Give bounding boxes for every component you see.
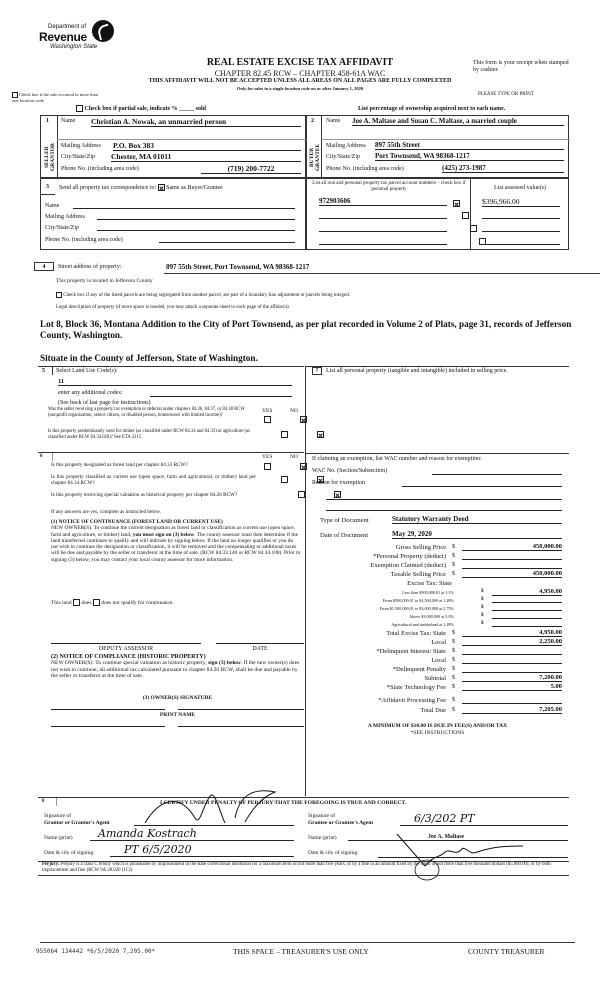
exemption-deduct-label: Exemption Claimed (deduct) xyxy=(370,562,446,569)
perjury-label: Perjury: xyxy=(42,862,60,867)
delinq-penalty-label: *Delinquent Penalty xyxy=(392,666,446,673)
buyer-phone-field[interactable]: (425) 273-1987 xyxy=(442,164,564,173)
correspondence-label xyxy=(59,184,223,191)
partial-sale-row xyxy=(76,105,206,112)
form-title: REAL ESTATE EXCISE TAX AFFIDAVIT xyxy=(206,57,394,68)
this-land-label: This land xyxy=(51,599,72,606)
corr-mailing-label: Mailing Address xyxy=(45,214,85,220)
currency-sign: $ xyxy=(452,684,455,690)
instructions-note: (See back of last page for instructions) xyxy=(58,400,151,406)
bracket-4-label: Above $3,000,000 at 3.0% xyxy=(409,614,454,619)
delinq-penalty-field[interactable] xyxy=(462,665,562,673)
perjury-text: Perjury is a class C felony which is punishable by imprisonment in the state correctional institution for a maximum term of not more than five years, or by a fine in an amount fixed by the court of not more than five thousand dollars ($5,000.00), or by both imprisonment and fine (RCW 9A.20.020 (1C)). xyxy=(42,862,551,873)
bracket-3-label: From $1,500,000.01 to $3,000,000 at 2.75% xyxy=(379,606,454,611)
multi-location-label: Check box if the sale occurred in more than one location code. xyxy=(12,92,98,103)
bracket-4-field[interactable] xyxy=(492,612,562,619)
notice2-text-b: . If the new owner(s) does not wish to continue, all additional tax calculated pursuant to chapter 84.26 RCW, shall be due and payable by the seller or transferor at the time of sale. xyxy=(51,660,300,679)
parcel-number-2[interactable] xyxy=(319,210,447,219)
dor-logo xyxy=(36,20,106,54)
if-yes-note: If any answers are yes, complete as instructed below. xyxy=(51,509,162,515)
street-address-label: Street address of property: xyxy=(58,264,122,270)
subtotal-field[interactable]: 7,200.00 xyxy=(462,674,562,682)
local-field[interactable]: 2,250.00 xyxy=(462,638,562,646)
currency-sign: $ xyxy=(452,707,455,713)
total-state-field[interactable]: 4,950.00 xyxy=(462,629,562,637)
grantee-date-label: Date & city of signing: xyxy=(308,850,359,856)
seller-section xyxy=(40,115,306,178)
parcel-value-3[interactable] xyxy=(482,223,560,232)
notice-continuance xyxy=(51,519,301,563)
does-label: does xyxy=(81,599,92,606)
multi-location-checkbox[interactable] xyxy=(12,92,18,98)
reason-field-2[interactable] xyxy=(326,492,562,500)
grantee-signature-field[interactable]: 6/3/202 PT xyxy=(400,812,568,826)
notice2-text-a: NEW OWNER(S): To continue special valuation as historic property, xyxy=(51,660,207,667)
partial-sale-checkbox[interactable] xyxy=(76,105,83,112)
taxable-field[interactable]: 450,000.00 xyxy=(462,570,562,578)
currency-sign: $ xyxy=(452,630,455,636)
seller-city-field[interactable]: Chester, MA 01011 xyxy=(111,152,301,162)
partial-sale-label: Check box if partial sale, indicate % _____ sold xyxy=(84,105,207,112)
seller-city-label: City/State/Zip xyxy=(61,154,95,160)
currency-sign: $ xyxy=(452,562,455,568)
affidavit-fee-label: *Affidavit Processing Fee xyxy=(378,697,446,704)
parcel-personal-checkbox-1[interactable] xyxy=(453,200,460,207)
forest-yes-checkbox[interactable] xyxy=(264,463,271,470)
seller-mailing-label: Mailing Address xyxy=(61,143,101,149)
reason-field[interactable] xyxy=(402,479,562,487)
additional-codes-label: enter any additional codes: xyxy=(58,390,123,396)
grantor-signature-scribble-icon xyxy=(140,788,290,828)
print-name-label: PRINT NAME xyxy=(159,712,196,718)
legal-description: Lot 8, Block 36, Montana Addition to the City of Port Townsend, as per plat recorded in Volume 2 of Plats, page 31, records of Jefferson County, Washington. xyxy=(40,319,572,340)
print-name-field-2[interactable] xyxy=(178,721,304,727)
seller-side-label: SELLER GRANTOR xyxy=(44,143,56,172)
reason-field-3[interactable] xyxy=(326,503,562,511)
segregated-row xyxy=(56,292,350,298)
certify-statement: I CERTIFY UNDER PENALTY OF PERJURY THAT THE FOREGOING IS TRUE AND CORRECT. xyxy=(160,800,407,806)
currency-sign: $ xyxy=(452,648,455,654)
segregated-label: Check box if any of the listed parcels are being segregated from another parcel, are part of a boundary line adjustment or parcels being merged. xyxy=(63,293,350,299)
currency-sign: $ xyxy=(452,657,455,663)
gross-field[interactable]: 450,000.00 xyxy=(462,543,562,551)
forest-land-question: Is this property designated as forest land per chapter 84.33 RCW? xyxy=(51,462,188,468)
delinq-int-local-field[interactable] xyxy=(462,656,562,664)
buyer-phone-label: Phone No. (including area code) xyxy=(326,166,404,172)
section-number: 4 xyxy=(34,262,54,271)
currency-sign: $ xyxy=(452,666,455,672)
buyer-mailing-label: Mailing Address xyxy=(326,143,366,149)
grantor-sig-label xyxy=(44,813,110,826)
currency-sign: $ xyxy=(452,553,455,559)
correspondence-section xyxy=(40,178,306,250)
section-7 xyxy=(306,366,569,796)
correspondence-text: Send all property tax correspondence to: xyxy=(59,184,157,191)
grantee-sig-label-a: Signature of xyxy=(308,813,336,819)
grantee-sig-label-b: Grantee or Grantee's Agent xyxy=(308,819,374,826)
tech-fee-field[interactable]: 5.00 xyxy=(462,683,562,691)
no-header: NO xyxy=(290,408,298,414)
corr-city-label: City/State/Zip xyxy=(45,225,79,231)
grantor-date-field[interactable]: PT 6/5/2020 xyxy=(110,843,294,857)
form-subtitle: CHAPTER 82.45 RCW – CHAPTER 458-61A WAC xyxy=(214,69,386,78)
doc-type-label: Type of Document xyxy=(320,517,369,524)
grantor-sig-label-b: Grantor or Grantor's Agent xyxy=(44,819,110,826)
current-use-question: Is this property classified as current use (open space, farm and agricultural, or timber) land per chapter 84.34 RCW? xyxy=(51,474,256,486)
currency-sign: $ xyxy=(481,613,484,618)
logo-revenue-text: Revenue xyxy=(39,30,87,44)
notice1-text-b: . The county assessor must then determine if the land transferred continues to qualify and will indicate by signing below. If the land no longer qualifies or you do not wish to continue the designation or classification, it will be removed and the compensating or additional taxes will be due and payable by the seller or transferor at the time of sale. (RCW 84.33.140 or RCW 84.34.108). Prior to signing (3) below, you may contact your local county assessor for more information. xyxy=(51,531,301,563)
currency-sign: $ xyxy=(481,621,484,626)
no-header: NO xyxy=(290,454,298,460)
parcel-number-4[interactable] xyxy=(319,236,447,245)
parcel-value-1[interactable]: $396,966.00 xyxy=(482,197,560,207)
gross-label: Gross Selling Price xyxy=(395,544,446,551)
section-number: 5 xyxy=(42,368,45,374)
bracket-1-label: Less than $500,000.01 at 1.1% xyxy=(402,590,454,595)
bracket-5-field[interactable] xyxy=(492,620,562,627)
notice1-title: (1) NOTICE OF CONTINUANCE (FOREST LAND OR CURRENT USE) xyxy=(51,519,223,525)
corr-phone-field[interactable] xyxy=(159,235,295,243)
minimum-note: A MINIMUM OF $10.00 IS DUE IN FEE(S) AND/OR TAX xyxy=(367,723,508,729)
notice1-bold: you must sign on (3) below xyxy=(132,531,195,538)
buyer-city-label: City/State/Zip xyxy=(326,154,360,160)
exemption-deduct-field[interactable] xyxy=(462,561,562,569)
receipt-note: This form is your receipt when stamped by cashier. xyxy=(473,60,569,73)
bracket-5-label: Agricultural and timberland at 1.28% xyxy=(391,622,454,627)
yes-header: YES xyxy=(262,454,273,460)
q2-yes-checkbox[interactable] xyxy=(281,431,288,438)
continuance-row xyxy=(51,599,174,606)
land-use-section xyxy=(38,366,304,452)
parcels-header: List all real and personal property tax parcel account numbers – check box if personal property xyxy=(312,181,466,192)
county-treasurer-label: COUNTY TREASURER xyxy=(468,947,545,956)
ownership-note: List percentage of ownership acquired next to each name. xyxy=(358,106,506,112)
parcel-number-1[interactable]: 972903606 xyxy=(319,197,447,206)
wac-field[interactable] xyxy=(432,467,562,475)
buyer-name-label: Name xyxy=(326,118,341,124)
seller-mailing-field[interactable]: P.O. Box 383 xyxy=(113,141,301,151)
corr-city-field[interactable] xyxy=(97,223,295,231)
parcel-value-4[interactable] xyxy=(482,236,560,245)
deputy-assessor-signature-field[interactable] xyxy=(51,638,201,644)
owner-signature-field-2[interactable] xyxy=(178,704,304,710)
reason-label: Reason for exemption xyxy=(312,480,365,486)
total-due-label: Total Due xyxy=(420,707,446,714)
buyer-name-field[interactable]: Joe A. Maltase and Susan C. Maltase, a married couple xyxy=(352,117,564,126)
delinq-int-state-label: *Delinquent Interest: State xyxy=(376,648,446,655)
multi-location-row xyxy=(12,92,102,103)
same-as-buyer-checkbox[interactable] xyxy=(158,184,165,191)
seller-name-label: Name xyxy=(61,118,76,124)
notice2-title: (2) NOTICE OF COMPLIANCE (HISTORIC PROPERTY) xyxy=(51,654,206,660)
county-note: This property is located in Jefferson County xyxy=(56,278,153,284)
notice1-text-a: NEW OWNER(S): To continue the current designation as forest land or classification as current use (open space, farm and agriculture, or timber) land, xyxy=(51,525,295,538)
section-number: 6 xyxy=(40,454,43,459)
parcel-number-3[interactable] xyxy=(319,223,447,232)
notice2-bold: sign (3) below xyxy=(207,660,241,667)
total-due-field[interactable]: 7,205.00 xyxy=(462,706,562,714)
does-not-label: does not qualify for continuance. xyxy=(101,599,174,606)
section-6 xyxy=(38,452,304,792)
local-label: Local xyxy=(431,639,446,646)
currency-sign: $ xyxy=(481,597,484,602)
section-number: 7 xyxy=(312,367,322,375)
buyer-section xyxy=(306,115,569,178)
current-use-yes-checkbox[interactable] xyxy=(281,476,288,483)
personal-deduct-label: *Personal Property (deduct) xyxy=(373,553,446,560)
additional-codes-field[interactable] xyxy=(150,389,292,397)
section-number: 8 xyxy=(42,799,45,804)
bracket-2-label: From $500,000.01 to $1,500,000 at 1.28% xyxy=(382,598,454,603)
form-warning: THIS AFFIDAVIT WILL NOT BE ACCEPTED UNLESS ALL AREAS ON ALL PAGES ARE FULLY COMPLETED xyxy=(148,78,452,84)
currency-sign: $ xyxy=(452,571,455,577)
subtotal-label: Subtotal xyxy=(424,675,446,682)
affidavit-fee-field[interactable] xyxy=(462,696,562,704)
tech-fee-label: *State Technology Fee xyxy=(386,684,446,691)
deputy-assessor-label: DEPUTY ASSESSOR xyxy=(98,646,154,652)
grantor-name-label: Name (print) xyxy=(44,835,73,841)
buyer-mailing-field[interactable]: 897 55th Street xyxy=(375,141,564,150)
logo-state-text: Washington State xyxy=(50,44,98,50)
see-instructions: *SEE INSTRUCTIONS xyxy=(410,730,465,736)
historic-yes-checkbox[interactable] xyxy=(298,491,305,498)
grantor-sig-label-a: Signature of xyxy=(44,813,72,819)
corr-name-label: Name xyxy=(45,203,60,209)
currency-sign: $ xyxy=(452,697,455,703)
owner-signature-field-1[interactable] xyxy=(51,704,165,710)
treasurer-use-label: THIS SPACE – TREASURER'S USE ONLY xyxy=(233,947,369,956)
doc-date-label: Date of Document xyxy=(320,532,369,539)
street-address-field[interactable]: 897 55th Street, Port Townsend, WA 98368-1217 xyxy=(166,263,310,271)
q1-yes-checkbox[interactable] xyxy=(264,416,271,423)
segregated-checkbox[interactable] xyxy=(56,292,62,298)
type-or-print: PLEASE TYPE OR PRINT xyxy=(478,92,534,97)
parcel-value-2[interactable] xyxy=(482,210,560,219)
total-state-label: Total Excise Tax: State xyxy=(386,630,446,637)
excise-header: Excise Tax: State xyxy=(407,580,452,587)
seller-phone-label: Phone No. (including area code) xyxy=(61,166,139,172)
dor-swoosh-logo-icon xyxy=(92,20,114,42)
cashier-stamp: 955064 134442 *6/5/2020 7,205.00* xyxy=(36,948,156,955)
section-number: 3 xyxy=(46,184,49,190)
timber-question: Is this property predominantly used for timber (as classified under RCW 84.34 and 84.33) or agriculture (as classified under RCW 84.34.020)? See ETA 3215 xyxy=(48,429,250,440)
personal-deduct-field[interactable] xyxy=(462,552,562,560)
corr-mailing-field[interactable] xyxy=(97,212,295,220)
parcel-personal-checkbox-2[interactable] xyxy=(462,212,469,219)
does-qualify-checkbox[interactable] xyxy=(73,599,80,606)
currency-sign: $ xyxy=(452,639,455,645)
grantor-date-label: Date & city of signing: xyxy=(44,850,95,856)
seller-name-field[interactable]: Christian A. Nowak, an unmarried person xyxy=(91,117,301,127)
notice-compliance xyxy=(51,654,304,679)
wac-label: WAC No. (Section/Subsection) xyxy=(312,468,388,474)
currency-sign: $ xyxy=(481,605,484,610)
currency-sign: $ xyxy=(452,675,455,681)
same-as-buyer-label: Same as Buyer/Grantee xyxy=(166,184,223,191)
grantee-name-label: Name (print) xyxy=(308,835,337,841)
exemption-question: Was the seller receiving a property tax exemption or deferral under chapters 84.36, 84.37, or 84.38 RCW (nonprofit organization, senior citizen, or disabled person, homeowner with limited income)? xyxy=(48,407,245,418)
buyer-side-label: BUYER GRANTEE xyxy=(309,143,321,171)
logo-dept-text: Department of xyxy=(48,24,87,30)
buyer-city-field[interactable]: Port Townsend, WA 98368-1217 xyxy=(375,152,564,161)
form-note: Only for sales in a single location code on or after January 1, 2020 xyxy=(236,86,364,91)
doc-date-field[interactable]: May 29, 2020 xyxy=(392,530,562,539)
bracket-2-field[interactable] xyxy=(492,596,562,603)
corr-phone-label: Phone No. (including area code) xyxy=(45,237,123,243)
delinq-int-local-label: Local xyxy=(431,657,446,664)
bracket-1-field[interactable]: 4,950.00 xyxy=(492,588,562,596)
delinq-int-state-field[interactable] xyxy=(462,647,562,655)
perjury-note xyxy=(42,862,569,874)
doc-type-field[interactable]: Statutory Warranty Deed xyxy=(392,515,562,524)
owner-signature-label: (3) OWNER(S) SIGNATURE xyxy=(142,695,213,701)
historic-question: Is this property receiving special valuation as historical property per chapter 84.26 RCW? xyxy=(51,492,238,498)
currency-sign: $ xyxy=(481,589,484,594)
personal-property-label: List all personal property (tangible and intangible) included in selling price. xyxy=(326,368,508,374)
legal-label: Legal description of property (if more space is needed, you may attach a separate sheet to each page of the affidavit) xyxy=(56,305,289,310)
exemption-label: If claiming an exemption, list WAC number and reason for exemption: xyxy=(312,456,482,462)
print-name-field-1[interactable] xyxy=(51,721,165,727)
does-not-qualify-checkbox[interactable] xyxy=(93,599,100,606)
assessor-date-field[interactable] xyxy=(216,638,304,644)
grantor-name-field[interactable]: Amanda Kostrach xyxy=(90,827,294,841)
section-number: 1 xyxy=(46,118,49,124)
grantee-sig-label xyxy=(308,813,373,826)
parcel-personal-checkbox-3[interactable] xyxy=(470,225,477,232)
taxable-label: Taxable Selling Price xyxy=(390,571,446,578)
assessed-header: List assessed value(s) xyxy=(494,185,546,191)
parcels-section xyxy=(306,178,569,250)
land-use-label: Select Land Use Code(s): xyxy=(56,368,118,374)
grantee-name-field[interactable]: Joe A. Maltase xyxy=(348,834,568,841)
land-use-code-field[interactable]: 11 xyxy=(58,378,292,386)
seller-phone-field[interactable]: (719) 200-7722 xyxy=(201,164,301,174)
bracket-3-field[interactable] xyxy=(492,604,562,611)
yes-header: YES xyxy=(262,408,273,414)
corr-name-field[interactable] xyxy=(73,201,295,209)
situate-statement: Situate in the County of Jefferson, State of Washington. xyxy=(40,353,258,363)
section-number: 2 xyxy=(311,118,314,124)
currency-sign: $ xyxy=(452,544,455,550)
date-label: DATE xyxy=(252,646,268,652)
